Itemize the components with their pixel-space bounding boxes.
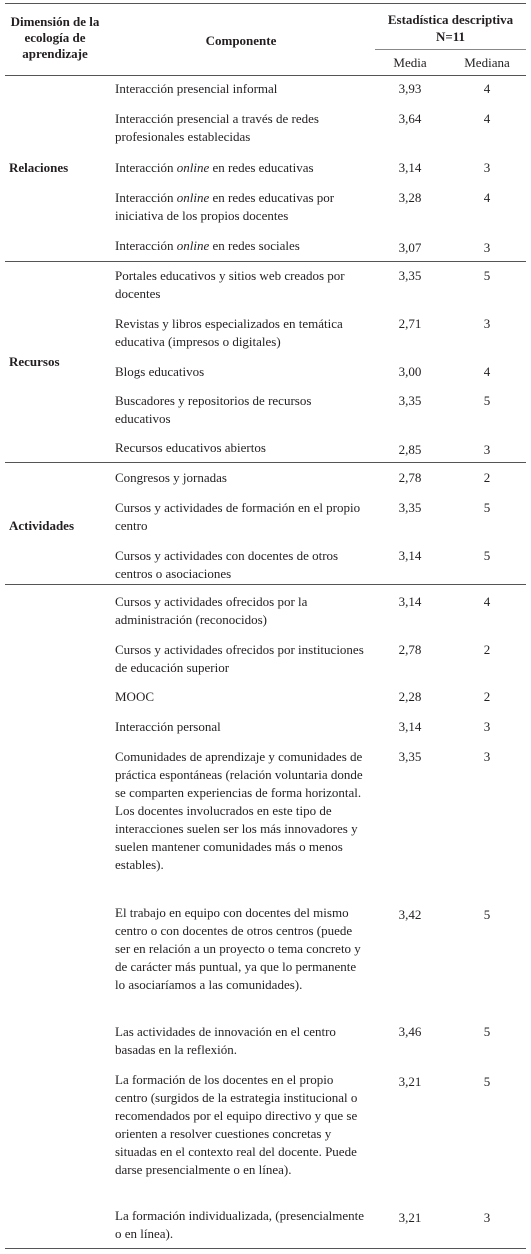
component-text: en redes educativas por iniciativa de los propios docentes <box>115 190 335 223</box>
media-cell: 3,35 <box>398 268 422 283</box>
component-cell: La formación individualizada, (presencialmente o en línea). <box>115 1208 365 1241</box>
mediana-cell: 5 <box>483 548 491 563</box>
dimension-relaciones: Relaciones <box>9 160 69 175</box>
mediana-cell: 2 <box>483 689 491 704</box>
component-cell: La formación de los docentes en el propio centro (surgidos de la estrategia institucional o recomendados por el equipo directivo y que se orienten a resolver cuestiones concretas y situadas en el contexto real del docente. Puede darse presencialmente o en línea). <box>115 1072 358 1177</box>
media-cell: 3,35 <box>398 749 422 764</box>
media-cell: 2,85 <box>398 442 422 457</box>
mediana-cell: 5 <box>483 500 491 515</box>
dimension-recursos: Recursos <box>9 354 60 369</box>
table-top-rule <box>5 3 526 4</box>
mediana-cell: 5 <box>483 1074 491 1089</box>
component-text: en redes sociales <box>209 238 300 253</box>
mediana-cell: 4 <box>483 81 491 96</box>
component-cell: Interacción personal <box>115 719 221 734</box>
component-cell: Recursos educativos abiertos <box>115 440 266 455</box>
component-text: Interacción <box>115 238 177 253</box>
component-cell: Cursos y actividades con docentes de otros centros o asociaciones <box>115 548 339 581</box>
component-cell: Buscadores y repositorios de recursos educativos <box>115 393 312 426</box>
media-cell: 3,07 <box>398 240 422 255</box>
media-cell: 3,14 <box>398 548 422 563</box>
mediana-cell: 2 <box>483 470 491 485</box>
group-rule <box>5 261 526 262</box>
component-cell <box>115 237 367 255</box>
media-cell: 3,64 <box>398 111 422 126</box>
component-emphasis: online <box>176 190 210 205</box>
media-cell: 2,78 <box>398 470 422 485</box>
component-cell: Portales educativos y sitios web creados por docentes <box>115 268 345 301</box>
component-text: Interacción <box>115 160 177 175</box>
media-cell: 3,93 <box>398 81 422 96</box>
mediana-cell: 4 <box>483 190 491 205</box>
component-cell: Interacción presencial informal <box>115 81 278 96</box>
component-emphasis: online <box>176 238 210 253</box>
mediana-cell: 3 <box>483 316 491 331</box>
header-bottom-rule <box>5 75 526 76</box>
media-cell: 3,28 <box>398 190 422 205</box>
mediana-cell: 3 <box>483 1210 491 1225</box>
mediana-cell: 5 <box>483 1024 491 1039</box>
component-emphasis: online <box>176 160 210 175</box>
media-cell: 3,14 <box>398 719 422 734</box>
group-rule <box>5 462 526 463</box>
mediana-cell: 3 <box>483 160 491 175</box>
mediana-cell: 3 <box>483 719 491 734</box>
group-rule <box>5 584 526 585</box>
header-dimension: Dimensión de la ecología de aprendizaje <box>10 14 100 61</box>
component-cell: Cursos y actividades ofrecidos por la administración (reconocidos) <box>115 594 308 627</box>
component-cell: Congresos y jornadas <box>115 470 227 485</box>
component-cell: El trabajo en equipo con docentes del mismo centro o con docentes de otros centros (puede ser en relación a un proyecto o tema concreto y de carácter más puntual, ya que lo permanente lo asociaríamos a las comunidades). <box>115 905 361 992</box>
component-cell: Interacción presencial a través de redes profesionales establecidas <box>115 111 319 144</box>
header-stats-title: Estadística descriptiva <box>387 12 514 27</box>
mediana-cell: 4 <box>483 364 491 379</box>
component-cell: Blogs educativos <box>115 364 205 379</box>
media-cell: 3,14 <box>398 160 422 175</box>
media-cell: 3,21 <box>398 1210 422 1225</box>
component-cell: Revistas y libros especializados en temática educativa (impresos o digitales) <box>115 316 343 349</box>
component-text: en redes educativas <box>209 160 314 175</box>
media-cell: 3,35 <box>398 500 422 515</box>
header-mediana: Mediana <box>464 55 510 70</box>
component-cell: Cursos y actividades de formación en el propio centro <box>115 500 361 533</box>
mediana-cell: 3 <box>483 749 491 764</box>
header-stats-n: N=11 <box>435 29 466 44</box>
mediana-cell: 3 <box>483 240 491 255</box>
header-sub-rule <box>375 49 526 50</box>
component-cell: MOOC <box>115 689 155 704</box>
mediana-cell: 4 <box>483 111 491 126</box>
component-cell <box>115 159 367 177</box>
mediana-cell: 3 <box>483 442 491 457</box>
media-cell: 3,42 <box>398 907 422 922</box>
mediana-cell: 5 <box>483 907 491 922</box>
media-cell: 3,35 <box>398 393 422 408</box>
media-cell: 3,21 <box>398 1074 422 1089</box>
mediana-cell: 4 <box>483 594 491 609</box>
component-cell <box>115 189 367 225</box>
header-media: Media <box>393 55 427 70</box>
component-text: Interacción <box>115 190 177 205</box>
component-cell: Cursos y actividades ofrecidos por instituciones de educación superior <box>115 642 364 675</box>
mediana-cell: 2 <box>483 642 491 657</box>
media-cell: 2,78 <box>398 642 422 657</box>
mediana-cell: 5 <box>483 268 491 283</box>
table-bottom-rule <box>5 1248 526 1249</box>
mediana-cell: 5 <box>483 393 491 408</box>
dimension-actividades: Actividades <box>9 518 74 533</box>
component-cell: Las actividades de innovación en el centro basadas en la reflexión. <box>115 1024 336 1057</box>
media-cell: 3,14 <box>398 594 422 609</box>
media-cell: 2,28 <box>398 689 422 704</box>
media-cell: 3,00 <box>398 364 422 379</box>
component-cell: Comunidades de aprendizaje y comunidades de práctica espontáneas (relación voluntaria donde se comparten experiencias de forma horizontal. Los docentes involucrados en este tipo de interacciones suelen ser los más innovadores y suelen mantener comunidades más o menos estables). <box>115 749 363 872</box>
media-cell: 2,71 <box>398 316 422 331</box>
header-component: Componente <box>205 33 277 48</box>
media-cell: 3,46 <box>398 1024 422 1039</box>
